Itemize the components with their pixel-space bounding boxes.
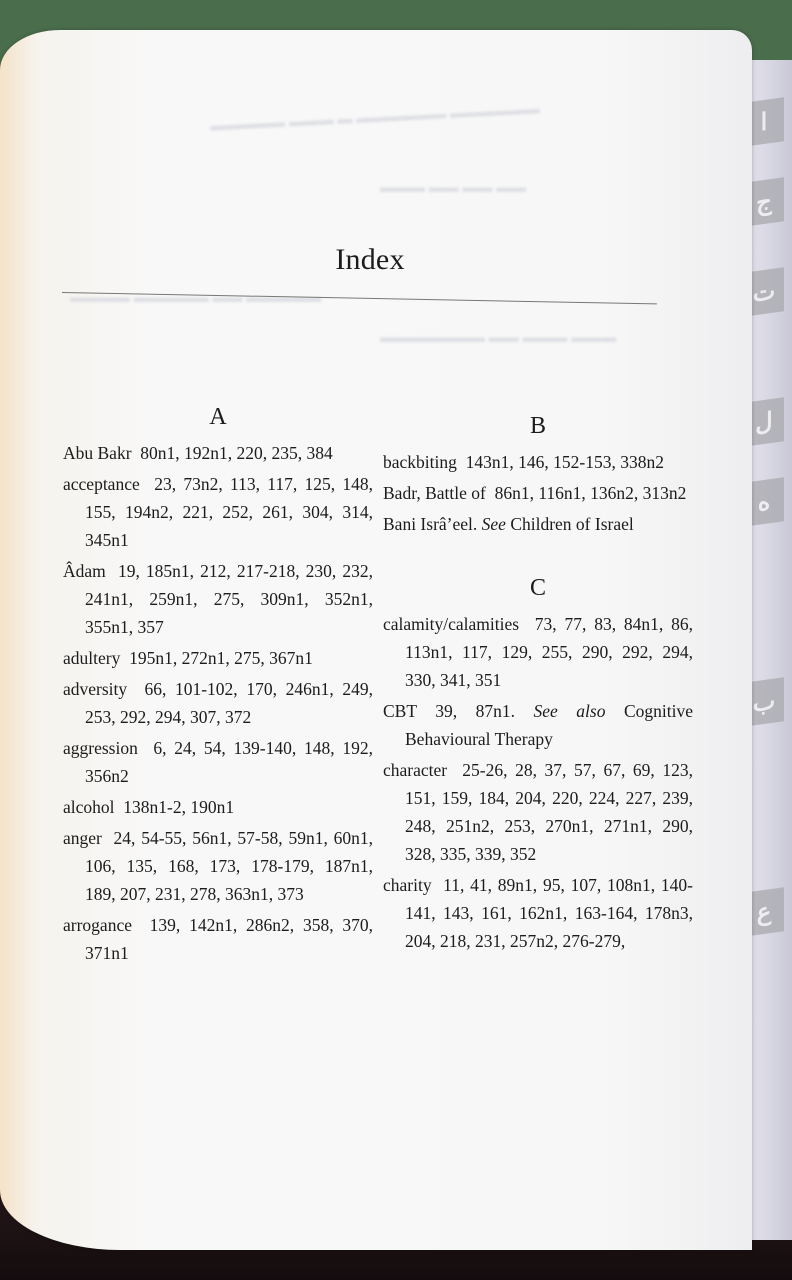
thumb-index-tab[interactable]: ع: [744, 887, 784, 937]
thumb-index-tab[interactable]: ج: [744, 177, 784, 227]
index-entry: [383, 510, 693, 538]
index-entry: [63, 439, 373, 467]
show-through-text: ▬▬▬▬ ▬▬▬▬▬ ▬▬ ▬▬▬▬▬: [70, 290, 322, 306]
page-references: 195n1, 272n1, 275, 367n1: [129, 648, 313, 668]
index-term: acceptance: [63, 474, 140, 494]
index-term: backbiting: [383, 452, 457, 472]
page-references: 86n1, 116n1, 136n2, 313n2: [494, 483, 687, 503]
index-term: Âdam: [63, 561, 106, 581]
index-term: Badr, Battle of: [383, 483, 486, 503]
show-through-text: ▬▬▬▬▬▬▬ ▬▬ ▬▬▬ ▬▬▬: [380, 330, 617, 346]
index-term: Bani Isrâ’eel.: [383, 514, 478, 534]
index-entry: [63, 470, 373, 554]
thumb-index-tab[interactable]: ل: [744, 397, 784, 447]
index-term: charity: [383, 875, 432, 895]
page-references: 138n1-2, 190n1: [123, 797, 235, 817]
page-title: Index: [335, 243, 405, 276]
page-references: 73, 77, 83, 84n1, 86, 113n1, 117, 129, 255, 290, 292, 294, 330, 341, 351: [405, 614, 693, 690]
thumb-index-tab[interactable]: ا: [744, 97, 784, 147]
index-entry: [383, 756, 693, 868]
thumb-index-tab[interactable]: ه: [744, 477, 784, 527]
page-references: 11, 41, 89n1, 95, 107, 108n1, 140-141, 143, 161, 162n1, 163-164, 178n3, 204, 218, 231, 257n2, 276-279,: [405, 875, 693, 951]
index-entry: [63, 734, 373, 790]
index-entry: [63, 793, 373, 821]
index-entry: [383, 871, 693, 955]
see-reference-label: See: [481, 514, 506, 534]
index-term: arrogance: [63, 915, 132, 935]
index-term: adultery: [63, 648, 121, 668]
index-term: alcohol: [63, 797, 115, 817]
page-references: 143n1, 146, 152-153, 338n2: [465, 452, 664, 472]
page-references: 66, 101-102, 170, 246n1, 249, 253, 292, 294, 307, 372: [85, 679, 373, 727]
page-references: 19, 185n1, 212, 217-218, 230, 232, 241n1, 259n1, 275, 309n1, 352n1, 355n1, 357: [85, 561, 374, 637]
section-letter-b: B: [529, 413, 546, 439]
page-references: 139, 142n1, 286n2, 358, 370, 371n1: [85, 915, 374, 963]
section-letter-a: A: [209, 404, 227, 430]
index-term: CBT: [383, 701, 417, 721]
index-entry: [383, 697, 693, 753]
index-column-left: [63, 403, 373, 970]
page-references: 39, 87n1.: [435, 701, 515, 721]
index-term: calamity/calamities: [383, 614, 520, 634]
index-entry: [383, 610, 693, 694]
show-through-text: ▬▬▬▬▬ ▬▬▬ ▬ ▬▬▬▬▬▬ ▬▬▬▬▬▬: [209, 101, 541, 135]
index-term: Abu Bakr: [63, 443, 132, 463]
index-entry: [63, 911, 373, 967]
index-entry: [63, 557, 373, 641]
index-term: adversity: [63, 679, 128, 699]
index-term: anger: [63, 828, 102, 848]
see-reference-target: Children of Israel: [510, 514, 634, 534]
index-column-right: [383, 412, 693, 958]
page-references: 80n1, 192n1, 220, 235, 384: [140, 443, 333, 463]
index-entry: [383, 448, 693, 476]
page-references: 23, 73n2, 113, 117, 125, 148, 155, 194n2, 221, 252, 261, 304, 314, 345n1: [85, 474, 374, 550]
thumb-index-tab[interactable]: ب: [744, 677, 784, 727]
index-entry: [63, 644, 373, 672]
page-references: 6, 24, 54, 139-140, 148, 192, 356n2: [85, 738, 374, 786]
section-letter-c: C: [529, 575, 546, 601]
index-entry: [383, 479, 693, 507]
show-through-text: ▬▬▬ ▬▬ ▬▬ ▬▬: [380, 180, 527, 196]
index-term: character: [383, 760, 448, 780]
index-entry: [63, 675, 373, 731]
see-also-reference-label: See also: [533, 701, 606, 721]
page-references: 25-26, 28, 37, 57, 67, 69, 123, 151, 159, 184, 204, 220, 224, 227, 239, 248, 251n2, 253, 270n1, 271n1, 290, 328, 335, 339, 352: [405, 760, 693, 864]
see-also-reference-target: Cognitive Behavioural Therapy: [405, 701, 694, 749]
thumb-index-tab[interactable]: ت: [744, 267, 784, 317]
page-references: 24, 54-55, 56n1, 57-58, 59n1, 60n1, 106, 135, 168, 173, 178-179, 187n1, 189, 207, 231, 278, 363n1, 373: [85, 828, 374, 904]
index-entry: [63, 824, 373, 908]
index-term: aggression: [63, 738, 138, 758]
